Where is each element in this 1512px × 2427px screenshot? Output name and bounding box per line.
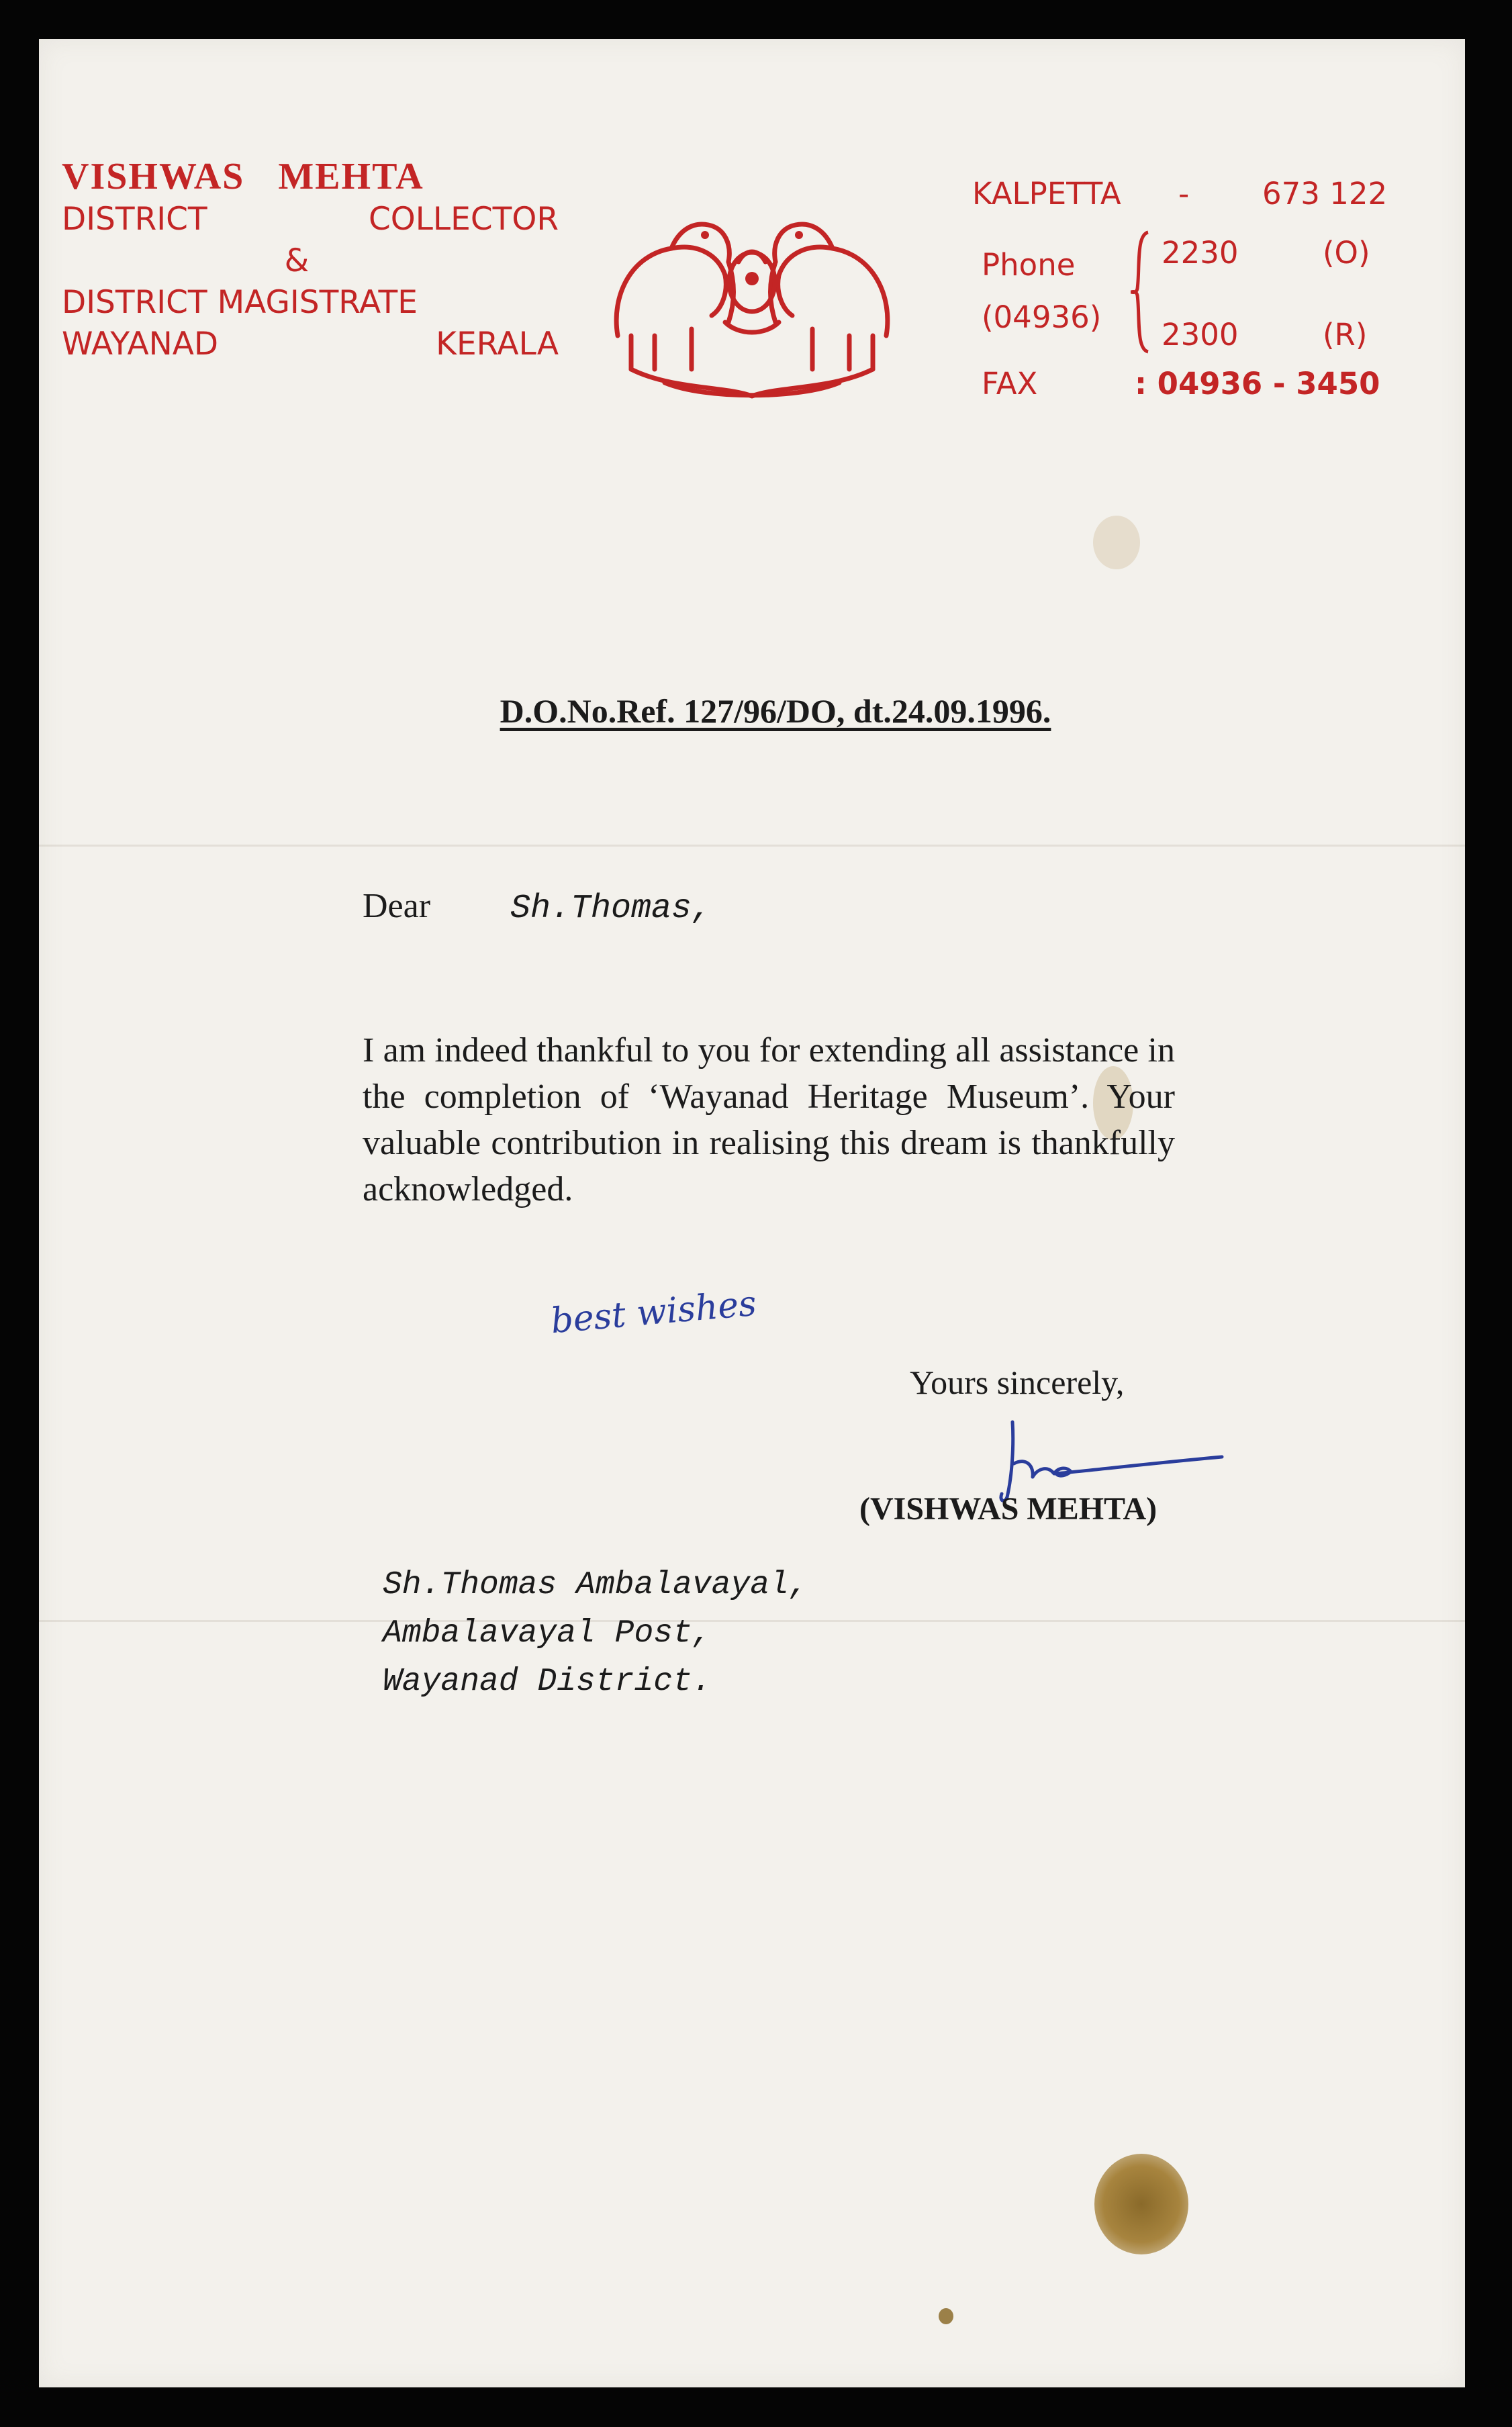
handwritten-note: best wishes [549, 1283, 758, 1342]
phone-office-tag: (O) [1323, 235, 1370, 271]
stain [1093, 516, 1140, 569]
city: KALPETTA [972, 176, 1121, 211]
fold-line [39, 845, 1465, 847]
designation-1-left: DISTRICT [62, 201, 207, 238]
stain [1094, 2154, 1188, 2254]
phone-office: 2230 [1162, 235, 1239, 271]
designation-line-2: DISTRICT MAGISTRATE [62, 284, 418, 321]
sender-name: VISHWAS MEHTA [62, 156, 424, 197]
place-right: KERALA [436, 326, 559, 363]
designation-line-1 [62, 199, 559, 240]
signatory-name: (VISHWAS MEHTA) [859, 1491, 1157, 1527]
phone-label: Phone [982, 247, 1076, 283]
letter-body: I am indeed thankful to you for extending all assistance in the completion of ‘Wayanad Heritage Museum’. Your valuable contribution in realising this dream is thankfully acknowledged. [363, 1031, 1175, 1208]
fax-label: FAX [982, 366, 1038, 401]
address-line: Sh.Thomas Ambalavayal, [383, 1567, 808, 1603]
recipient-address [383, 1561, 808, 1706]
phone-residence-tag: (R) [1323, 317, 1368, 352]
salutation-recipient: Sh.Thomas, [510, 890, 712, 928]
stain [939, 2308, 953, 2324]
phone-residence: 2300 [1162, 317, 1239, 352]
reference-number: D.O.No.Ref. 127/96/DO, dt.24.09.1996. [500, 692, 1051, 730]
phone-std-code: (04936) [982, 299, 1102, 335]
closing: Yours sincerely, [910, 1364, 1125, 1401]
place-line [62, 324, 559, 365]
address-line: Wayanad District. [383, 1664, 712, 1700]
salutation: Dear [363, 887, 431, 925]
kerala-emblem-icon [591, 168, 913, 410]
fax-number: : 04936 - 3450 [1135, 366, 1380, 401]
address-line: Ambalavayal Post, [383, 1615, 712, 1652]
designation-1-right: COLLECTOR [368, 201, 559, 238]
ampersand: & [284, 242, 310, 279]
place-left: WAYANAD [62, 326, 219, 363]
city-dash: - [1178, 176, 1190, 211]
letterhead-left [62, 154, 559, 365]
pin-code: 673 122 [1262, 176, 1388, 211]
brace-icon [1127, 228, 1153, 356]
